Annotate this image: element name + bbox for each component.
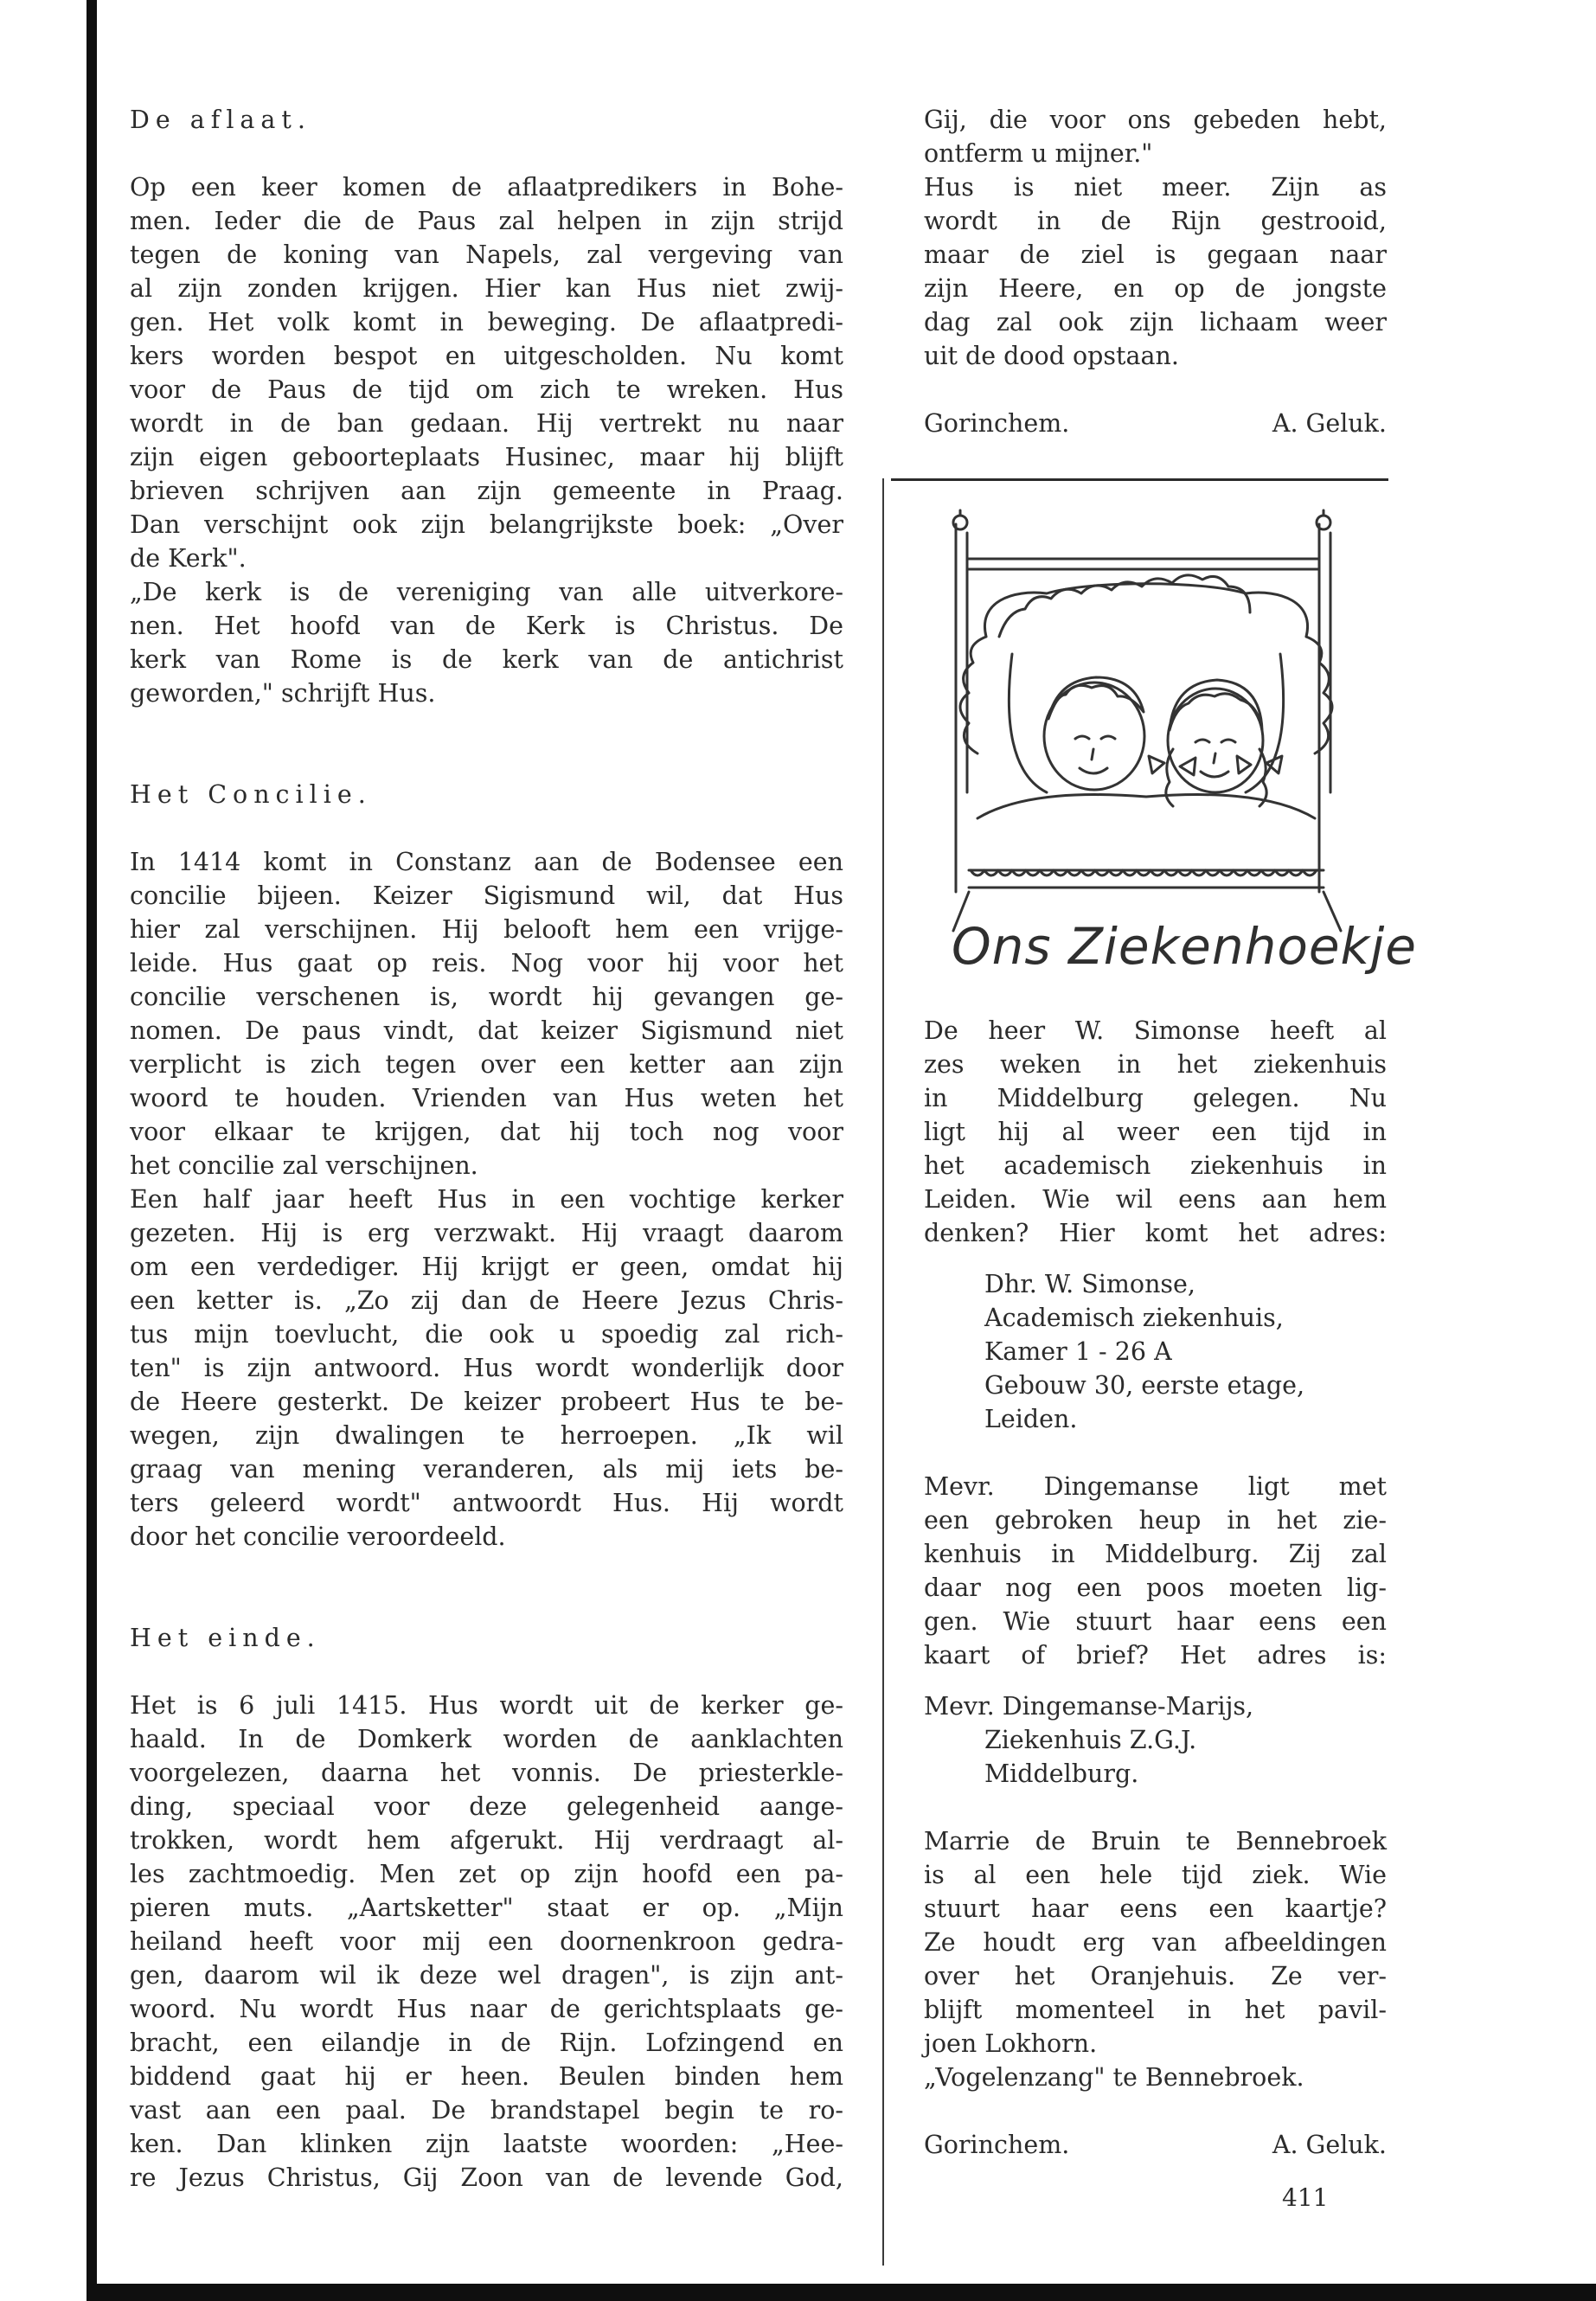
signature-place: Gorinchem. [924, 409, 1070, 438]
text-line: Een half jaar heeft Hus in een vochtige kerker [130, 1185, 843, 1214]
text-line: voorgelezen, daarna het vonnis. De priesterkle- [130, 1759, 843, 1787]
text-line: stuurt haar eens een kaartje? [924, 1894, 1387, 1923]
text-line: joen Lokhorn. [924, 2029, 1098, 2058]
text-line: „Vogelenzang" te Bennebroek. [924, 2063, 1304, 2092]
paragraph-concilie [130, 845, 843, 1554]
text-line: om een verdediger. Hij krijgt er geen, omdat hij [130, 1253, 843, 1281]
text-line: ding, speciaal voor deze gelegenheid aange- [130, 1792, 843, 1821]
text-line: kenhuis in Middelburg. Zij zal [924, 1540, 1387, 1568]
address-line: Ziekenhuis Z.G.J. [984, 1726, 1197, 1754]
text-line: voor elkaar te krijgen, dat hij toch nog voor [130, 1118, 843, 1146]
text-line: Het is 6 juli 1415. Hus wordt uit de kerker ge- [130, 1691, 843, 1720]
address-line: Mevr. Dingemanse-Marijs, [924, 1692, 1254, 1721]
text-line: De heer W. Simonse heeft al [924, 1016, 1387, 1045]
address-line: Academisch ziekenhuis, [984, 1304, 1284, 1332]
text-line: bracht, een eilandje in de Rijn. Lofzingend en [130, 2029, 843, 2057]
text-line: woord te houden. Vrienden van Hus weten het [130, 1084, 843, 1112]
text-line: Marrie de Bruin te Bennebroek [924, 1827, 1387, 1856]
address-line: Gebouw 30, eerste etage, [984, 1371, 1305, 1400]
text-line: brieven schrijven aan zijn gemeente in Praag. [130, 477, 843, 505]
heading-aflaat: De aflaat. [130, 106, 311, 134]
item-de-bruin [924, 1824, 1387, 2094]
text-line: wegen, zijn dwalingen te herroepen. „Ik wil [130, 1421, 843, 1450]
text-line: leide. Hus gaat op reis. Nog voor hij voor het [130, 949, 843, 977]
text-line: het academisch ziekenhuis in [924, 1151, 1387, 1180]
signature-place: Gorinchem. [924, 2131, 1070, 2159]
left-column [130, 103, 843, 2195]
text-line: zijn eigen geboorteplaats Husinec, maar hij blijft [130, 443, 843, 471]
signature-author: A. Geluk. [1272, 2131, 1387, 2159]
text-line: blijft momenteel in het pavil- [924, 1996, 1387, 2024]
text-line: Ze houdt erg van afbeeldingen [924, 1928, 1387, 1957]
address-line: Dhr. W. Simonse, [984, 1270, 1195, 1298]
text-line: al zijn zonden krijgen. Hier kan Hus niet zwij- [130, 274, 843, 303]
address-line: Middelburg. [984, 1759, 1139, 1788]
text-line: gen. Het volk komt in beweging. De aflaatpredi- [130, 308, 843, 336]
item-simonse [924, 1014, 1387, 1436]
text-line: een ketter is. „Zo zij dan de Heere Jezus Chris- [130, 1286, 843, 1315]
text-line: Op een keer komen de aflaatpredikers in Bohe- [130, 173, 843, 202]
signature [924, 407, 1387, 440]
text-line: graag van mening veranderen, als mij iets be- [130, 1455, 843, 1484]
text-line: de Kerk". [130, 544, 247, 573]
text-line: heiland heeft voor mij een doornenkroon gedra- [130, 1927, 843, 1956]
text-line: daar nog een poos moeten lig- [924, 1574, 1387, 1602]
text-line: zijn Heere, en op de jongste [924, 274, 1387, 303]
text-line: uit de dood opstaan. [924, 342, 1179, 370]
text-line: Dan verschijnt ook zijn belangrijkste boek: „Over [130, 510, 843, 539]
text-line: nen. Het hoofd van de Kerk is Christus. De [130, 612, 843, 640]
text-line: voor de Paus de tijd om zich te wreken. Hus [130, 375, 843, 404]
text-line: vast aan een paal. De brandstapel begin te ro- [130, 2096, 843, 2125]
text-line: gezeten. Hij is erg verzwakt. Hij vraagt daarom [130, 1219, 843, 1247]
text-line: men. Ieder die de Paus zal helpen in zijn strijd [130, 207, 843, 235]
text-line: nomen. De paus vindt, dat keizer Sigismund niet [130, 1016, 843, 1045]
text-line: biddend gaat hij er heen. Beulen binden hem [130, 2062, 843, 2091]
text-line: tegen de koning van Napels, zal vergeving van [130, 240, 843, 269]
text-line: het concilie zal verschijnen. [130, 1151, 478, 1180]
paragraph-aflaat [130, 170, 843, 710]
text-line: ligt hij al weer een tijd in [924, 1118, 1387, 1146]
text-line: kerk van Rome is de kerk van de antichrist [130, 645, 843, 674]
text-line: haald. In de Domkerk worden de aanklachten [130, 1725, 843, 1753]
text-line: verplicht is zich tegen over een ketter aan zijn [130, 1050, 843, 1079]
text-line: denken? Hier komt het adres: [924, 1219, 1387, 1247]
heading-concilie: Het Concilie. [130, 780, 372, 809]
text-line: geworden," schrijft Hus. [130, 679, 436, 708]
text-line: ten" is zijn antwoord. Hus wordt wonderlijk door [130, 1354, 843, 1382]
right-column-continuation [924, 103, 1387, 440]
text-line: ken. Dan klinken zijn laatste woorden: „Hee- [130, 2130, 843, 2158]
text-line: „De kerk is de vereniging van alle uitverkore- [130, 578, 843, 606]
text-line: gen, daarom wil ik deze wel dragen", is zijn ant- [130, 1961, 843, 1990]
text-line: tus mijn toevlucht, die ook u spoedig zal rich- [130, 1320, 843, 1349]
text-line: door het concilie veroordeeld. [130, 1522, 506, 1551]
heading-einde: Het einde. [130, 1624, 321, 1652]
text-line: Leiden. Wie wil eens aan hem [924, 1185, 1387, 1214]
text-line: in Middelburg gelegen. Nu [924, 1084, 1387, 1112]
signature-author: A. Geluk. [1272, 409, 1387, 438]
text-line: Gij, die voor ons gebeden hebt, [924, 106, 1387, 134]
section-divider [891, 478, 1388, 481]
scan-border-bottom [87, 2284, 1596, 2301]
text-line: wordt in de Rijn gestrooid, [924, 207, 1387, 235]
corner-title: Ons Ziekenhoekje [952, 917, 1417, 976]
text-line: les zachtmoedig. Men zet op zijn hoofd een pa- [130, 1860, 843, 1888]
text-line: Mevr. Dingemanse ligt met [924, 1472, 1387, 1501]
address-line: Kamer 1 - 26 A [984, 1337, 1172, 1366]
page-number: 411 [1282, 2183, 1329, 2212]
text-line: zes weken in het ziekenhuis [924, 1050, 1387, 1079]
text-line: ontferm u mijner." [924, 139, 1153, 168]
text-line: Hus is niet meer. Zijn as [924, 173, 1387, 202]
text-line: de Heere gesterkt. De keizer probeert Hus te be- [130, 1388, 843, 1416]
text-line: pieren muts. „Aartsketter" staat er op. „Mijn [130, 1894, 843, 1922]
text-line: maar de ziel is gegaan naar [924, 240, 1387, 269]
text-line: concilie verschenen is, wordt hij gevangen ge- [130, 983, 843, 1011]
text-line: hier zal verschijnen. Hij belooft hem een vrijge- [130, 915, 843, 944]
item-dingemanse [924, 1470, 1387, 1791]
text-line: re Jezus Christus, Gij Zoon van de levende God, [130, 2163, 843, 2192]
bed-illustration [917, 507, 1375, 939]
ziekenhoekje-column [924, 1014, 1387, 2162]
text-line: een gebroken heup in het zie- [924, 1506, 1387, 1535]
text-line: ters geleerd wordt" antwoordt Hus. Hij wordt [130, 1489, 843, 1517]
text-line: woord. Nu wordt Hus naar de gerichtsplaats ge- [130, 1995, 843, 2023]
text-line: over het Oranjehuis. Ze ver- [924, 1962, 1387, 1990]
text-line: kaart of brief? Het adres is: [924, 1641, 1387, 1670]
text-line: gen. Wie stuurt haar eens een [924, 1607, 1387, 1636]
text-line: dag zal ook zijn lichaam weer [924, 308, 1387, 336]
address-simonse [924, 1267, 1387, 1436]
signature [924, 2128, 1387, 2162]
text-line: kers worden bespot en uitgescholden. Nu komt [130, 342, 843, 370]
text-line: concilie bijeen. Keizer Sigismund wil, dat Hus [130, 881, 843, 910]
text-line: wordt in de ban gedaan. Hij vertrekt nu naar [130, 409, 843, 438]
column-divider [882, 478, 884, 2266]
text-line: trokken, wordt hem afgerukt. Hij verdraagt al- [130, 1826, 843, 1855]
text-line: is al een hele tijd ziek. Wie [924, 1861, 1387, 1889]
scan-border-left [87, 0, 97, 2301]
address-line: Leiden. [984, 1405, 1078, 1433]
text-line: In 1414 komt in Constanz aan de Bodensee een [130, 848, 843, 876]
paragraph-einde [130, 1689, 843, 2195]
